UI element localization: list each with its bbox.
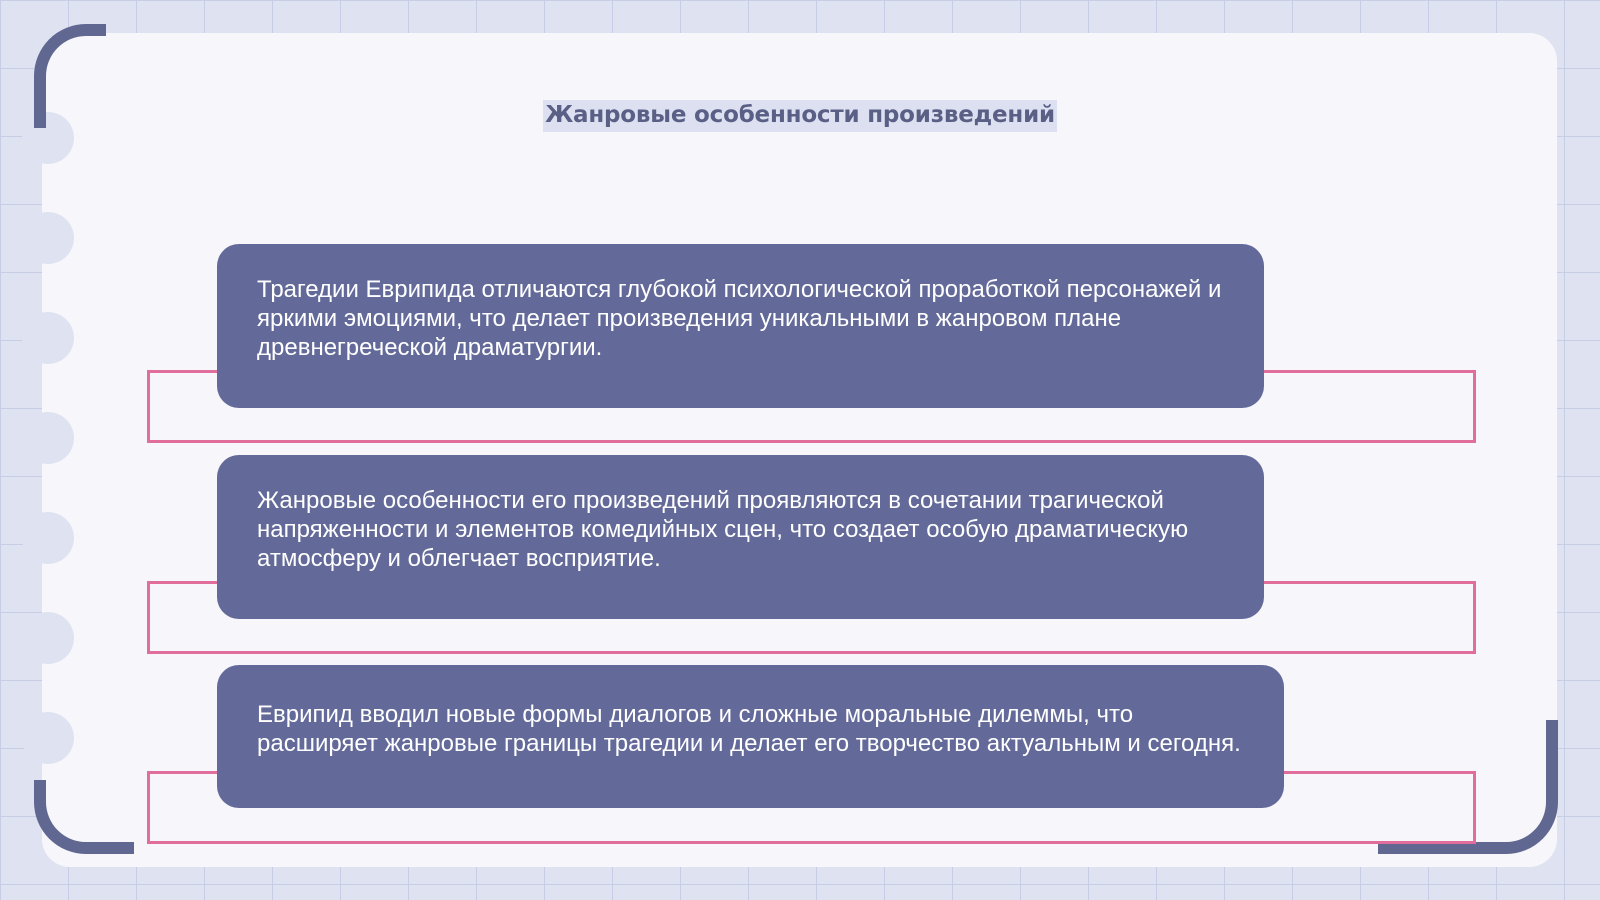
slide-title: Жанровые особенности произведений: [543, 100, 1057, 132]
binder-hole: [22, 212, 74, 264]
item-card-3: [217, 665, 1284, 808]
item-card-text: Трагедии Еврипида отличаются глубокой психологической проработкой персонажей и яркими эмоциями, что делает произведения уникальными в жанровом плане древнегреческой драматургии.: [257, 275, 1222, 361]
item-card-text: Еврипид вводил новые формы диалогов и сложные моральные дилеммы, что расширяет жанровые границы трагедии и делает его творчество актуальным и сегодня.: [257, 700, 1241, 757]
binder-hole: [22, 312, 74, 364]
binder-hole: [22, 712, 74, 764]
binder-hole: [22, 512, 74, 564]
binder-hole: [22, 412, 74, 464]
item-card-1: [217, 244, 1264, 408]
binder-hole: [22, 612, 74, 664]
slide-title-wrapper: [0, 93, 1600, 132]
item-card-2: [217, 455, 1264, 619]
item-card-text: Жанровые особенности его произведений проявляются в сочетании трагической напряженности и элементов комедийных сцен, что создает особую драматическую атмосферу и облегчает восприятие.: [257, 486, 1189, 572]
